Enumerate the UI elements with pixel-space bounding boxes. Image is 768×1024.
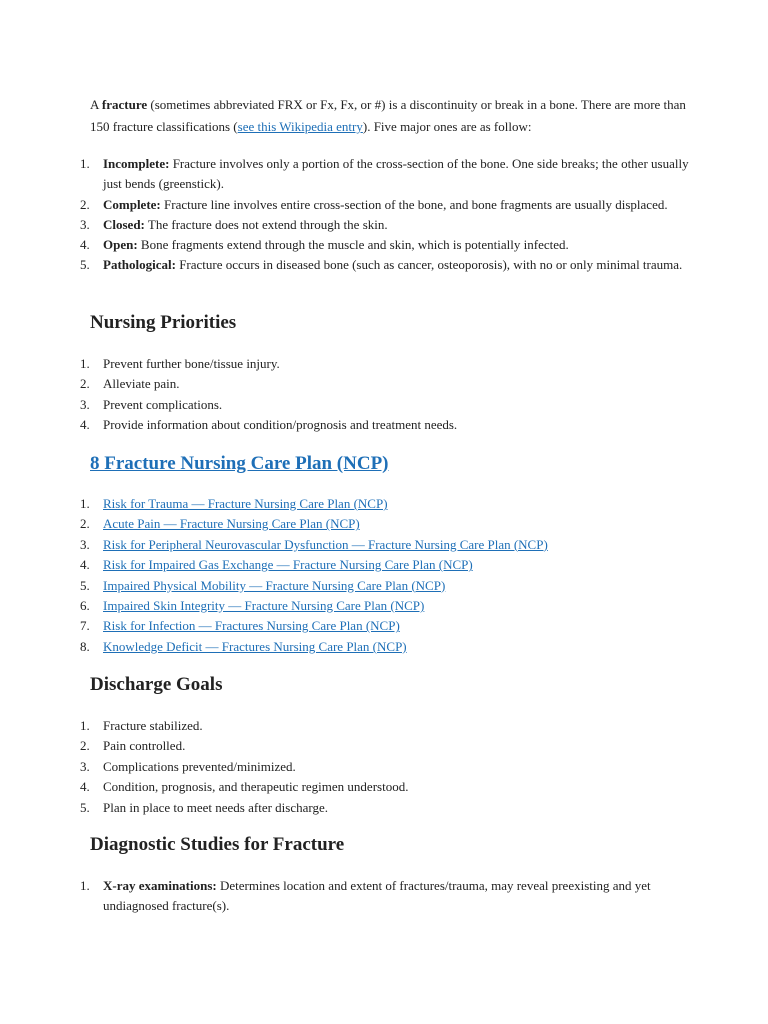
list-item [80,798,690,818]
list-item [80,154,690,195]
list-item [80,757,690,777]
list-number: 5. [80,577,90,593]
diagnostic-studies-list [80,876,690,917]
list-number: 5. [80,257,90,273]
list-number: 4. [80,417,90,433]
list-text: Alleviate pain. [103,376,180,392]
list-number: 2. [80,738,90,754]
list-text: Bone fragments extend through the muscle and skin, which is potentially infected. [137,237,569,253]
list-item [80,195,690,215]
list-item [80,235,690,255]
care-plan-heading-link[interactable]: 8 Fracture Nursing Care Plan (NCP) [90,453,389,474]
intro-prefix: A [90,97,102,112]
list-number: 1. [80,496,90,511]
list-number: 5. [80,799,90,815]
intro-suffix: ). Five major ones are as follow: [362,119,532,134]
list-number: 2. [80,376,90,392]
diagnostic-studies-heading: Diagnostic Studies for Fracture [90,834,345,855]
list-number: 3. [80,536,90,552]
list-text: Complications prevented/minimized. [103,758,296,774]
list-item [80,616,690,636]
list-item [80,736,690,756]
list-term: Complete: [103,196,161,212]
care-plan-list [80,494,690,657]
list-text: Fracture occurs in diseased bone (such as cancer, osteoporosis), with no or only minimal trauma. [175,257,683,273]
intro-paragraph [90,94,690,138]
care-plan-link[interactable]: Knowledge Deficit — Fractures Nursing Care Plan (NCP) [103,638,407,654]
list-item [80,716,690,736]
list-number: 4. [80,779,90,795]
list-text: Fracture stabilized. [103,718,203,733]
list-number: 1. [80,718,90,733]
discharge-goals-list [80,716,690,818]
list-term: Pathological: [103,257,176,273]
list-item [80,354,690,374]
list-item [80,876,690,917]
list-number: 1. [80,878,90,893]
list-item [80,596,690,616]
list-item [80,374,690,394]
list-term: X-ray examinations: [103,878,217,893]
list-term: Incomplete: [103,156,170,171]
list-term: Closed: [103,216,145,232]
nursing-priorities-list [80,354,690,436]
list-text: Prevent further bone/tissue injury. [103,356,280,371]
list-item [80,576,690,596]
list-number: 1. [80,356,90,371]
list-text: Pain controlled. [103,738,186,754]
list-number: 1. [80,156,90,171]
list-text: Plan in place to meet needs after discharge. [103,799,329,815]
list-item [80,777,690,797]
care-plan-link[interactable]: Impaired Physical Mobility — Fracture Nursing Care Plan (NCP) [103,577,446,593]
intro-middle: (sometimes abbreviated FRX or Fx, Fx, or #) is a discontinuity or break in a bone. There are more than 150 fracture classifications ( [90,97,686,134]
list-item [80,395,690,415]
care-plan-link[interactable]: Risk for Peripheral Neurovascular Dysfunction — Fracture Nursing Care Plan (NCP) [103,536,548,552]
discharge-goals-heading: Discharge Goals [90,674,223,695]
list-number: 3. [80,396,90,412]
list-number: 6. [80,598,90,614]
list-item [80,514,690,534]
list-text: Provide information about condition/prognosis and treatment needs. [103,417,458,433]
list-text: The fracture does not extend through the skin. [144,216,388,232]
list-item [80,415,690,435]
list-number: 3. [80,216,90,232]
list-number: 3. [80,758,90,774]
list-number: 8. [80,638,90,654]
list-item [80,535,690,555]
list-number: 4. [80,237,90,253]
list-text: Fracture line involves entire cross-section of the bone, and bone fragments are usually displaced. [160,196,668,212]
nursing-priorities-heading: Nursing Priorities [90,312,237,333]
list-item [80,637,690,657]
list-number: 2. [80,516,90,532]
list-number: 2. [80,196,90,212]
list-item [80,555,690,575]
care-plan-link[interactable]: Impaired Skin Integrity — Fracture Nursing Care Plan (NCP) [103,598,425,614]
care-plan-link[interactable]: Risk for Infection — Fractures Nursing Care Plan (NCP) [103,618,400,634]
list-text: Condition, prognosis, and therapeutic regimen understood. [103,779,409,795]
list-item [80,494,690,514]
list-number: 4. [80,557,90,573]
list-text: Prevent complications. [103,396,223,412]
care-plan-link[interactable]: Risk for Impaired Gas Exchange — Fracture Nursing Care Plan (NCP) [103,557,473,573]
list-number: 7. [80,618,90,634]
classification-list [80,154,690,276]
care-plan-link[interactable]: Risk for Trauma — Fracture Nursing Care Plan (NCP) [103,496,388,511]
list-text: Determines location and extent of fractures/trauma, may reveal preexisting and yet undiagnosed fracture(s). [103,878,651,914]
list-item [80,215,690,235]
care-plan-link[interactable]: Acute Pain — Fracture Nursing Care Plan (NCP) [103,516,360,532]
care-plan-heading [90,453,389,475]
intro-term: fracture [101,97,148,112]
wikipedia-link[interactable]: see this Wikipedia entry [237,119,363,134]
list-item [80,255,690,275]
list-text: Fracture involves only a portion of the cross-section of the bone. One side breaks; the other usually just bends (greenstick). [103,156,689,192]
list-term: Open: [103,237,138,253]
